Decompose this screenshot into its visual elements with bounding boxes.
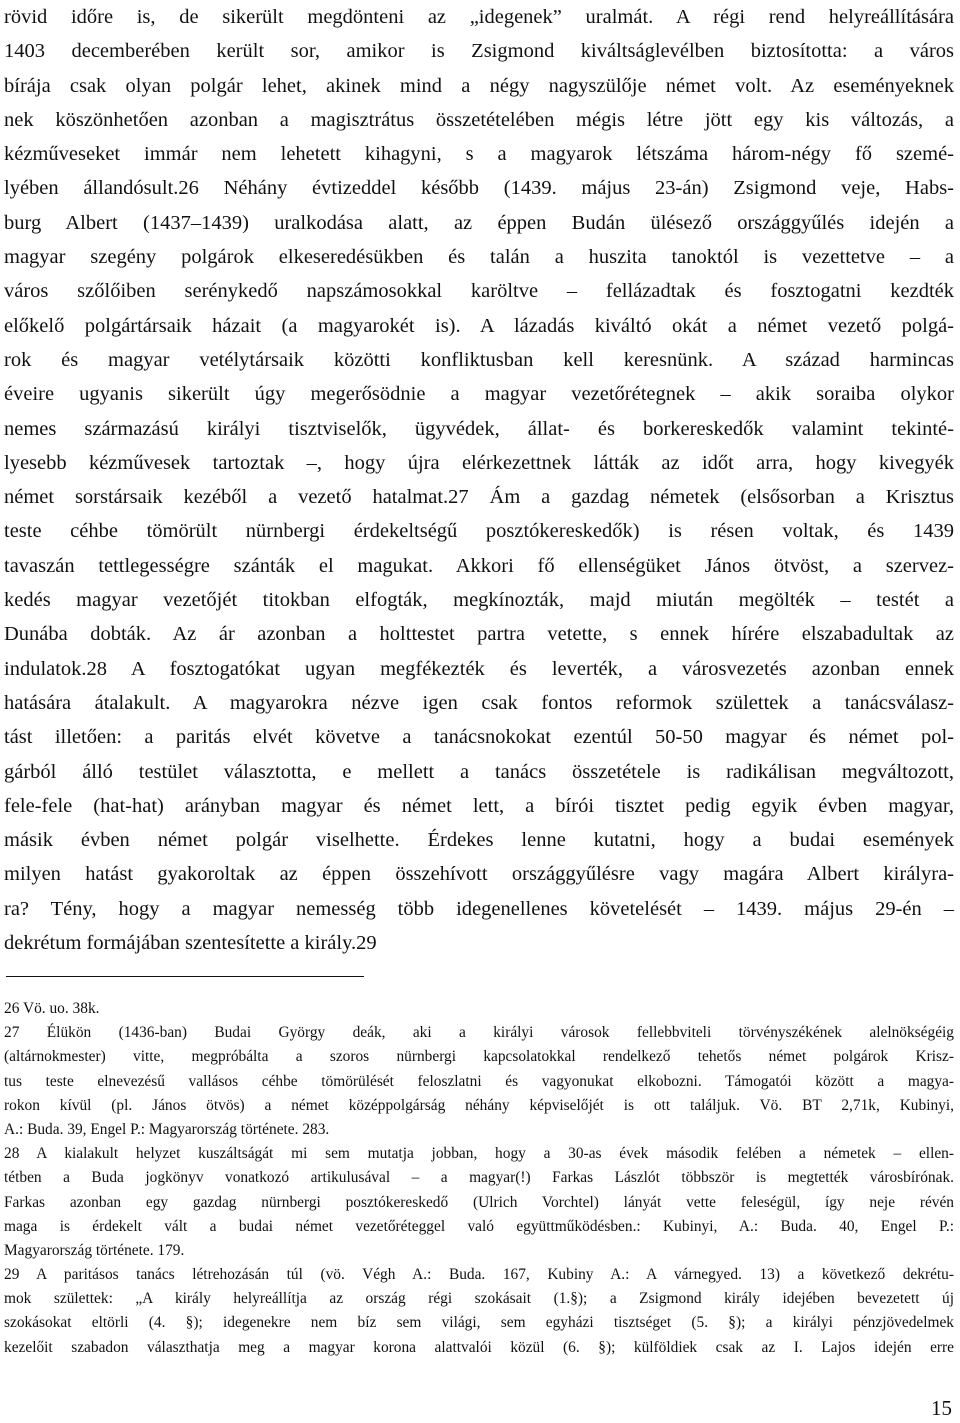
paragraph-line: nek köszönhetően azonban a magisztrátus összetételében mégis létre jött egy kis változás, a [4, 108, 954, 131]
footnote-line: tus teste elnevezésű vallásos céhbe tömörülését feloszlatni és vagyonukat elkobozni. Támogatói között a magya- [4, 1072, 954, 1090]
paragraph-line: 1403 decemberében került sor, amikor is Zsigmond kiváltságlevélben biztosította: a város [4, 40, 954, 63]
footnotes-section [4, 976, 954, 1360]
footnote-line: tétben a Buda jogkönyv vonatkozó artikulusával – a magyar(!) Farkas Lászlót többször is megtették városbírónak. [4, 1169, 954, 1187]
paragraph-line: kézműveseket immár nem lehetett kihagyni, s a magyarok létszáma három-négy fő szemé- [4, 143, 954, 166]
footnote-line: mok születtek: „A király helyreállítja az ország régi szokásait (1.§); a Zsigmond király idejében bevezetett új [4, 1290, 954, 1308]
paragraph-line: burg Albert (1437–1439) uralkodása alatt, az éppen Budán ülésező országgyűlés idején a [4, 211, 954, 234]
paragraph-line: nemes származású királyi tisztviselők, ügyvédek, állat- és borkereskedők valamint tekinté- [4, 417, 954, 440]
paragraph-line: tást illetően: a paritás elvét követve a tanácsnokokat ezentúl 50-50 magyar és német pol- [4, 726, 954, 749]
paragraph-line: bírája csak olyan polgár lehet, akinek mind a négy nagyszülője német volt. Az eseményeknek [4, 74, 954, 97]
paragraph-line: lyesebb kézművesek tartoztak –, hogy újra elérkezettnek látták az időt arra, hogy kivegyék [4, 451, 954, 474]
paragraph-line: éveire ugyanis sikerült úgy megerősödnie a magyar vezetőrétegnek – akik soraiba olykor [4, 383, 954, 406]
paragraph-line: rövid időre is, de sikerült megdönteni az „idegenek” uralmát. A régi rend helyreállítására [4, 6, 954, 28]
paragraph-line: város szőlőiben serénykedő napszámosokkal karöltve – fellázadtak és fosztogatni kezdték [4, 280, 954, 303]
footnote-line: A.: Buda. 39, Engel P.: Magyarország története. 283. [4, 1120, 330, 1138]
footnote-line: 27 Élükön (1436-ban) Budai György deák, aki a királyi városok fellebbviteli törvényszékének alelnökségéig [4, 1024, 954, 1042]
footnote-line: 28 A kialakult helyzet kuszáltságát mi sem mutatja jobban, hogy a 30-as évek második felében a németek – ellen- [4, 1145, 954, 1163]
footnote-line: rokon kívül (pl. János ötvös) a német középpolgárság néhány képviselőjét is ott találjuk. Vö. BT 2,71k, Kubinyi, [4, 1096, 954, 1114]
paragraph-line: előkelő polgártársaik házait (a magyarokét is). A lázadás kiváltó okát a német vezető polgá- [4, 314, 954, 337]
footnote-line: (altárnokmester) vitte, megpróbálta a szoros nürnbergi kapcsolatokkal rendelkező tehetős német polgárok Krisz- [4, 1048, 954, 1066]
paragraph-line: lyében állandósult.26 Néhány évtizeddel később (1439. május 23-án) Zsigmond veje, Habs- [4, 177, 954, 200]
paragraph-line: ra? Tény, hogy a magyar nemesség több idegenellenes követelését – 1439. május 29-én – [4, 897, 954, 920]
paragraph-line: indulatok.28 A fosztogatókat ugyan megfékezték és leverték, a városvezetés azonban ennek [4, 657, 954, 680]
main-paragraph [4, 0, 954, 960]
paragraph-line: tavaszán tettlegességre szánták el magukat. Akkori fő ellenségüket János ötvöst, a szervez- [4, 554, 954, 577]
paragraph-line: Dunába dobták. Az ár azonban a holttestet partra vetette, s ennek hírére elszabadultak az [4, 623, 954, 646]
footnote-line: 26 Vö. uo. 38k. [4, 1000, 100, 1017]
paragraph-line: gárból álló testület választotta, e mellett a tanács összetétele is radikálisan megváltozott, [4, 760, 954, 783]
paragraph-line: magyar szegény polgárok elkeseredésükben és talán a huszita tanoktól is vezettetve – a [4, 246, 954, 269]
paragraph-line: német sorstársaik kezéből a vezető hatalmat.27 Ám a gazdag németek (elsősorban a Krisztus [4, 486, 954, 509]
paragraph-line: rok és magyar vetélytársaik közötti konfliktusban kell keresnünk. A század harmincas [4, 348, 954, 371]
paragraph-line: milyen hatást gyakoroltak az éppen összehívott országgyűlésre vagy magára Albert királyra- [4, 863, 954, 886]
paragraph-line: dekrétum formájában szentesítette a király.29 [4, 932, 377, 955]
paragraph-line: kedés magyar vezetőjét titokban elfogták, megkínozták, majd miután megölték – testét a [4, 589, 954, 612]
paragraph-line: hatására átalakult. A magyarokra nézve igen csak fontos reformok születtek a tanácsválasz- [4, 691, 954, 714]
footnote-line: kezelőit szabadon választhatja meg a magyar korona alattvalói közül (6. §); külföldiek csak az I. Lajos idején erre [4, 1338, 954, 1356]
page-number: 15 [931, 1396, 952, 1420]
paragraph-line: fele-fele (hat-hat) arányban magyar és német lett, a bírói tisztet pedig egyik évben magyar, [4, 794, 954, 817]
footnote-line: maga is érdekelt vált a budai német vezetőréteggel való együttműködésben.: Kubinyi, A.: Buda. 40, Engel P.: [4, 1217, 954, 1235]
paragraph-line: teste céhbe tömörült nürnbergi érdekeltségű posztókereskedők) is résen voltak, és 1439 [4, 520, 954, 543]
footnote-line: szokásokat eltörli (4. §); idegenekre nem bíz sem világi, sem egyházi tisztséget (5. §); a királyi pénzjövedelmek [4, 1314, 954, 1332]
footnote-line: Farkas azonban egy gazdag nürnbergi posztókereskedő (Ulrich Vorchtel) lányát vette feleségül, így neje révén [4, 1193, 954, 1211]
footnote-line: Magyarország története. 179. [4, 1241, 185, 1259]
footnote-separator [6, 976, 364, 977]
paragraph-line: másik évben német polgár viselhette. Érdekes lenne kutatni, hogy a budai események [4, 829, 954, 852]
footnote-line: 29 A paritásos tanács létrehozásán túl (vö. Végh A.: Buda. 167, Kubiny A.: A várnegyed. 13) a következő dekrétu- [4, 1266, 954, 1284]
